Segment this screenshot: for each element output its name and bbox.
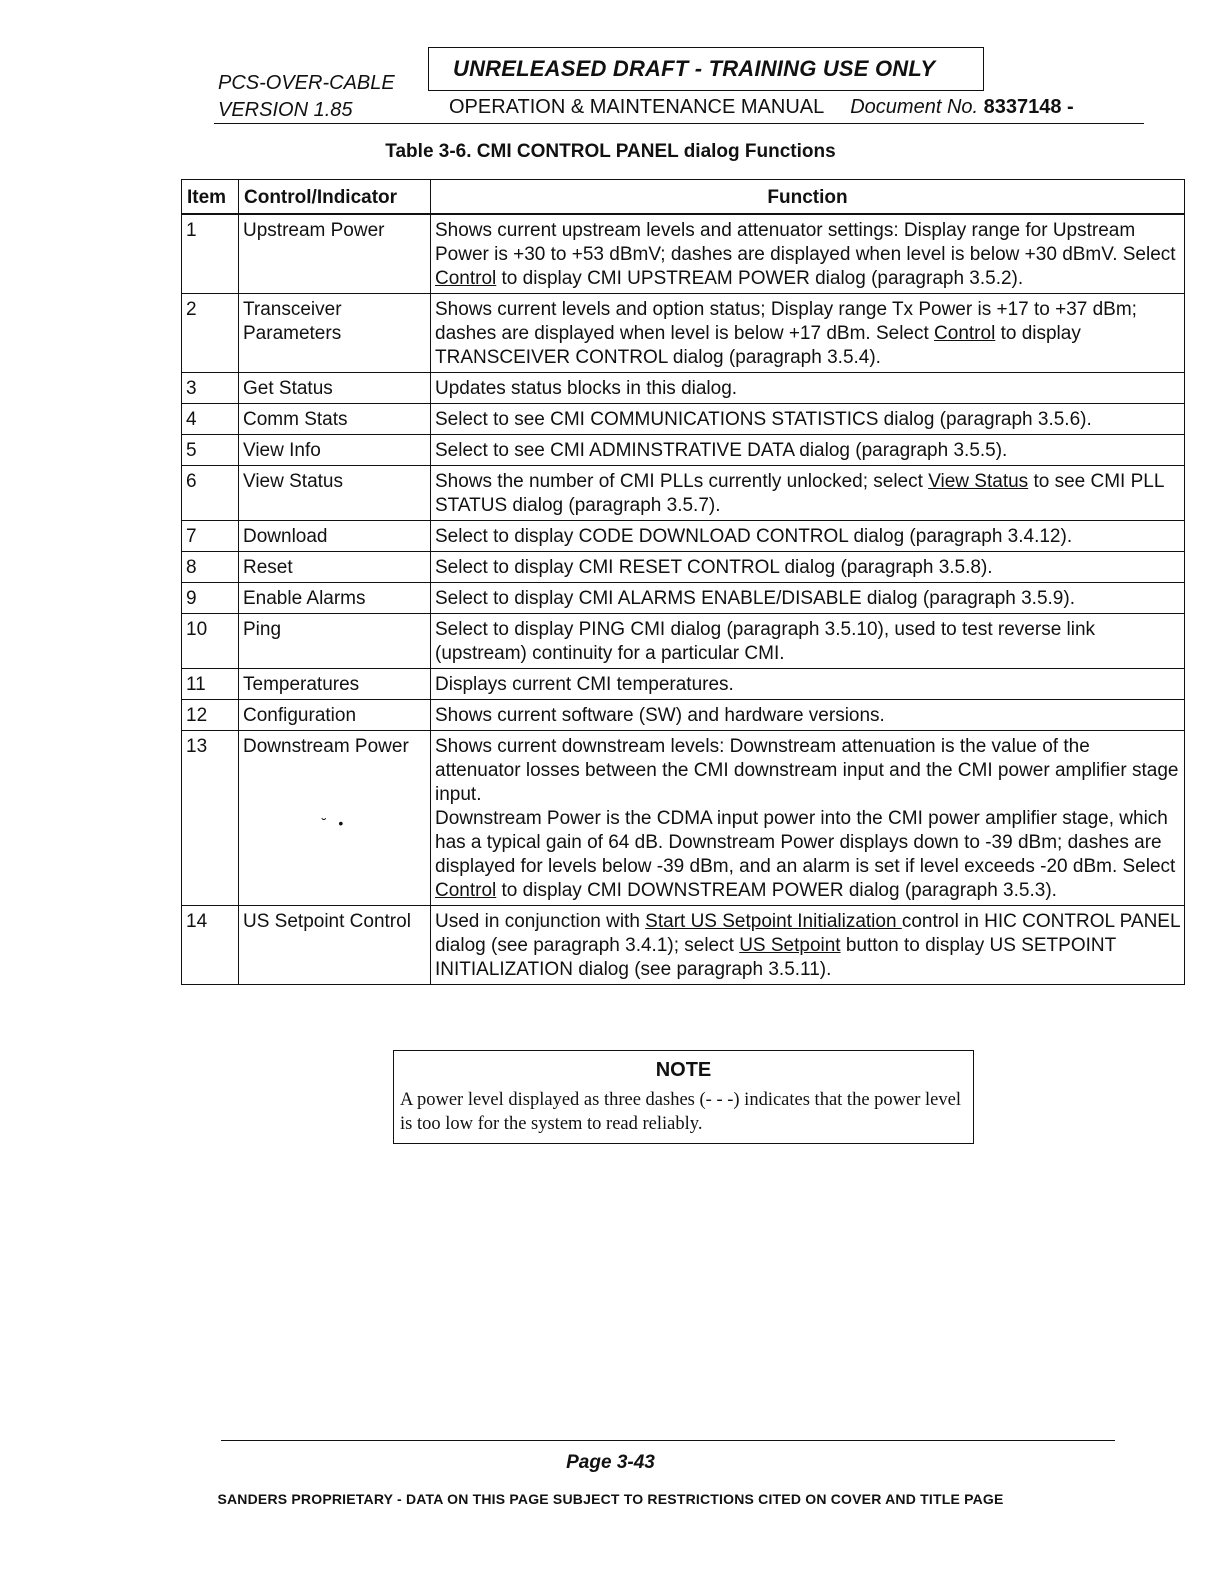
- header-control: Control/Indicator: [239, 180, 431, 215]
- table-row: [182, 906, 1185, 985]
- item-number: 5: [182, 435, 239, 466]
- manual-title: OPERATION & MAINTENANCE MANUAL: [449, 96, 825, 118]
- item-number: 3: [182, 373, 239, 404]
- item-number: 11: [182, 669, 239, 700]
- table-row: [182, 466, 1185, 521]
- item-number: 8: [182, 552, 239, 583]
- table-row: [182, 214, 1185, 294]
- table-row: [182, 700, 1185, 731]
- function-text: Shows current upstream levels and attenuator settings: Display range for Upstream Power is +30 to +53 dBmV; dashes are displayed when level is below +30 dBmV. Select Control to display CMI UPSTREAM POWER dialog (paragraph 3.5.2).: [431, 214, 1185, 294]
- control-name: Enable Alarms: [239, 583, 431, 614]
- control-link: Control: [435, 268, 497, 289]
- function-text: Used in conjunction with Start US Setpoint Initialization control in HIC CONTROL PANEL dialog (see paragraph 3.4.1); select US Setpoint button to display US SETPOINT INITIALIZATION dialog (see paragraph 3.5.11).: [431, 906, 1185, 985]
- table-row: [182, 669, 1185, 700]
- table-row: [182, 294, 1185, 373]
- control-name: Reset: [239, 552, 431, 583]
- function-text: Shows current levels and option status; Display range Tx Power is +17 to +37 dBm; dashes are displayed when level is below +17 dBm. Select Control to display TRANSCEIVER CONTROL dialog (paragraph 3.5.4).: [431, 294, 1185, 373]
- table-row: [182, 614, 1185, 669]
- function-text: Displays current CMI temperatures.: [431, 669, 1185, 700]
- item-number: 1: [182, 214, 239, 294]
- control-name: Temperatures: [239, 669, 431, 700]
- product-name: PCS-OVER-CABLE: [218, 72, 395, 94]
- item-number: 13: [182, 731, 239, 906]
- control-name: Get Status: [239, 373, 431, 404]
- item-number: 14: [182, 906, 239, 985]
- control-name: Comm Stats: [239, 404, 431, 435]
- header-item: Item: [182, 180, 239, 215]
- footer-rule: [221, 1440, 1115, 1441]
- draft-banner: UNRELEASED DRAFT - TRAINING USE ONLY: [428, 47, 984, 91]
- us-setpoint-link: US Setpoint: [739, 935, 841, 956]
- function-text: Shows current downstream levels: Downstream attenuation is the value of the attenuator losses between the CMI downstream input and the CMI power amplifier stage input. Downstream Power is the CDMA input power into the CMI power amplifier stage, which has a typical gain of 64 dB. Downstream Power displays down to -39 dBm; dashes are displayed for levels below -39 dBm, and an alarm is set if level exceeds -20 dBm. Select Control to display CMI DOWNSTREAM POWER dialog (paragraph 3.5.3).: [431, 731, 1185, 906]
- function-text: Select to see CMI COMMUNICATIONS STATISTICS dialog (paragraph 3.5.6).: [431, 404, 1185, 435]
- control-name: Downstream Power ˘ •: [239, 731, 431, 906]
- version-label: VERSION 1.85: [218, 99, 353, 121]
- table-row: [182, 731, 1185, 906]
- item-number: 7: [182, 521, 239, 552]
- function-text: Select to see CMI ADMINSTRATIVE DATA dialog (paragraph 3.5.5).: [431, 435, 1185, 466]
- note-box: [393, 1050, 974, 1144]
- document-label: Document No. 8337148 -: [850, 96, 1074, 118]
- table-row: [182, 435, 1185, 466]
- function-text: Shows current software (SW) and hardware versions.: [431, 700, 1185, 731]
- page-number: Page 3-43: [566, 1452, 655, 1473]
- item-number: 9: [182, 583, 239, 614]
- item-number: 2: [182, 294, 239, 373]
- note-title: NOTE: [655, 1059, 712, 1081]
- item-number: 10: [182, 614, 239, 669]
- control-name: Transceiver Parameters: [239, 294, 431, 373]
- function-text: Shows the number of CMI PLLs currently unlocked; select View Status to see CMI PLL STATUS dialog (paragraph 3.5.7).: [431, 466, 1185, 521]
- document-number: 8337148 -: [983, 96, 1074, 118]
- control-name: Upstream Power: [239, 214, 431, 294]
- table-row: [182, 552, 1185, 583]
- control-link: Control: [934, 323, 996, 344]
- control-name: View Info: [239, 435, 431, 466]
- proprietary-notice: SANDERS PROPRIETARY - DATA ON THIS PAGE SUBJECT TO RESTRICTIONS CITED ON COVER AND TITLE PAGE: [217, 1491, 1004, 1507]
- function-text: Select to display CMI ALARMS ENABLE/DISABLE dialog (paragraph 3.5.9).: [431, 583, 1185, 614]
- control-name: US Setpoint Control: [239, 906, 431, 985]
- function-text: Select to display CMI RESET CONTROL dialog (paragraph 3.5.8).: [431, 552, 1185, 583]
- function-text: Select to display CODE DOWNLOAD CONTROL dialog (paragraph 3.4.12).: [431, 521, 1185, 552]
- note-body: A power level displayed as three dashes (- - -) indicates that the power level is too low for the system to read reliably.: [400, 1090, 961, 1134]
- table-row: [182, 373, 1185, 404]
- function-text: Updates status blocks in this dialog.: [431, 373, 1185, 404]
- header-rule: [214, 123, 1144, 124]
- control-name: View Status: [239, 466, 431, 521]
- table-row: [182, 521, 1185, 552]
- view-status-link: View Status: [928, 471, 1029, 492]
- control-name: Download: [239, 521, 431, 552]
- table-row: [182, 583, 1185, 614]
- header-function: Function: [431, 180, 1185, 215]
- control-name: Configuration: [239, 700, 431, 731]
- header-right: [449, 96, 1074, 119]
- start-us-setpoint-link: Start US Setpoint Initialization: [645, 911, 902, 932]
- table-row: [182, 404, 1185, 435]
- item-number: 6: [182, 466, 239, 521]
- control-name: Ping: [239, 614, 431, 669]
- table-caption: Table 3-6. CMI CONTROL PANEL dialog Functions: [385, 141, 836, 162]
- control-link: Control: [435, 880, 497, 901]
- scan-marks: ˘ •: [321, 815, 348, 831]
- header-left: [218, 70, 395, 124]
- table-header-row: [182, 180, 1185, 215]
- item-number: 4: [182, 404, 239, 435]
- item-number: 12: [182, 700, 239, 731]
- functions-table: [181, 179, 1185, 985]
- function-text: Select to display PING CMI dialog (paragraph 3.5.10), used to test reverse link (upstream) continuity for a particular CMI.: [431, 614, 1185, 669]
